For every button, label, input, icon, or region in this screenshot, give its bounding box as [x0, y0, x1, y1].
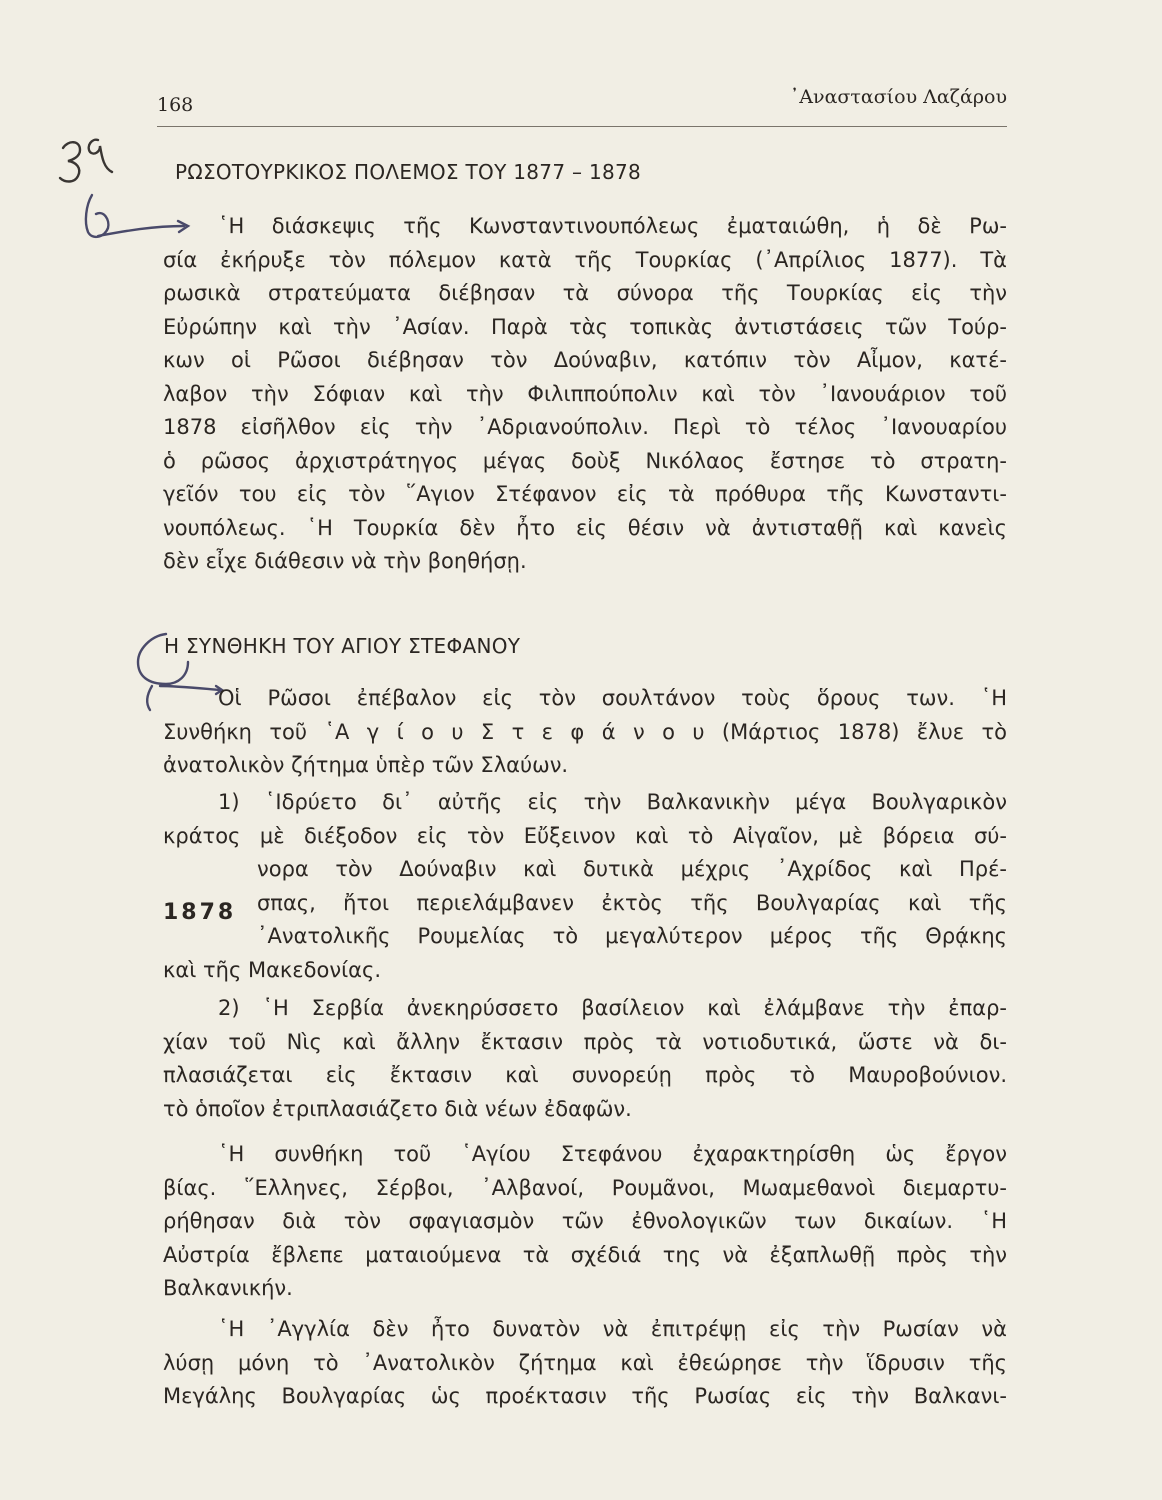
text-line: Μεγάλης Βουλγαρίας ὡς προέκτασιν τῆς Ρωσίας εἰς τὴν Βαλκανι- [163, 1384, 1007, 1408]
paragraph-war-narrative [163, 210, 1007, 579]
text-line: σπας, ἤτοι περιελάμβανεν ἐκτὸς τῆς Βουλγαρίας καὶ τῆς [257, 890, 1007, 915]
section-heading-russo-turkish-war: ΡΩΣΟΤΟΥΡΚΙΚΟΣ ΠΟΛΕΜΟΣ ΤΟΥ 1877 – 1878 [175, 160, 642, 184]
text-line: γεῖόν του εἰς τὸν ῞Αγιον Στέφανον εἰς τὰ πρόθυρα τῆς Κωνσταντι- [163, 482, 1007, 506]
paragraph-england-reaction [163, 1313, 1007, 1414]
text-line: λύσῃ μόνη τὸ ᾿Ανατολικὸν ζήτημα καὶ ἐθεώρησε τὴν ἵδρυσιν τῆς [163, 1350, 1007, 1375]
text-line: ῾Η διάσκεψις τῆς Κωνσταντινουπόλεως ἐματαιώθη, ἡ δὲ Ρω- [218, 214, 1007, 238]
paragraph-treaty-intro [163, 682, 1007, 783]
paragraph-point-1-bulgaria [163, 786, 1007, 987]
text-line: ῾Η ᾿Αγγλία δὲν ἦτο δυνατὸν νὰ ἐπιτρέψῃ εἰς τὴν Ρωσίαν νὰ [218, 1317, 1007, 1341]
text-line: ὁ ρῶσος ἀρχιστράτηγος μέγας δοὺξ Νικόλαος ἔστησε τὸ στρατη- [163, 448, 1007, 473]
text-line: καὶ τῆς Μακεδονίας. [163, 957, 382, 982]
text-line: ᾿Ανατολικῆς Ρουμελίας τὸ μεγαλύτερον μέρος τῆς Θρᾴκης [257, 924, 1007, 948]
paragraph-treaty-reaction [163, 1138, 1007, 1306]
text-line: τὸ ὁποῖον ἐτριπλασιάζετο διὰ νέων ἐδαφῶν. [163, 1096, 632, 1121]
text-line: Βαλκανικήν. [163, 1276, 293, 1300]
text-line: Αὐστρία ἔβλεπε ματαιούμενα τὰ σχέδιά της νὰ ἐξαπλωθῇ πρὸς τὴν [163, 1242, 1007, 1267]
text-line: χίαν τοῦ Νὶς καὶ ἄλλην ἔκτασιν πρὸς τὰ νοτιοδυτικά, ὥστε νὰ δι- [163, 1029, 1007, 1054]
text-line: κων οἱ Ρῶσοι διέβησαν τὸν Δούναβιν, κατόπιν τὸν Αἶμον, κατέ- [163, 348, 1007, 372]
text-line: ἀνατολικὸν ζήτημα ὑπὲρ τῶν Σλαύων. [163, 753, 569, 777]
text-line: ῾Η συνθήκη τοῦ ῾Αγίου Στεφάνου ἐχαρακτηρίσθη ὡς ἔργον [218, 1142, 1007, 1166]
paragraph-point-2-serbia [163, 992, 1007, 1126]
handwritten-39-mark [60, 140, 112, 182]
text-line: δὲν εἶχε διάθεσιν νὰ τὴν βοηθήσῃ. [163, 549, 527, 573]
section-heading-treaty-of-san-stefano: Η ΣΥΝΘΗΚΗ ΤΟΥ ΑΓΙΟΥ ΣΤΕΦΑΝΟΥ [164, 634, 521, 658]
text-line: βίας. ῞Ελληνες, Σέρβοι, ᾿Αλβανοί, Ρουμᾶνοι, Μωαμεθανοὶ διεμαρτυ- [163, 1175, 1007, 1200]
text-line: νορα τὸν Δούναβιν καὶ δυτικὰ μέχρις ᾿Αχρίδος καὶ Πρέ- [257, 857, 1007, 881]
text-line: πλασιάζεται εἰς ἔκτασιν καὶ συνορεύῃ πρὸς τὸ Μαυροβούνιον. [163, 1063, 1007, 1087]
page-number: 168 [157, 94, 194, 116]
text-line: σία ἐκήρυξε τὸν πόλεμον κατὰ τῆς Τουρκίας (᾿Απρίλιος 1877). Τὰ [163, 247, 1007, 272]
text-line: Οἱ Ρῶσοι ἐπέβαλον εἰς τὸν σουλτάνον τοὺς ὅρους των. ῾Η [218, 686, 1007, 710]
page-header [157, 86, 1007, 118]
text-line: Εὐρώπην καὶ τὴν ᾿Ασίαν. Παρὰ τὰς τοπικὰς ἀντιστάσεις τῶν Τούρ- [163, 314, 1007, 339]
text-line: Συνθήκη τοῦ ῾Α γ ί ο υ Σ τ ε φ ά ν ο υ (Μάρτιος 1878) ἔλυε τὸ [163, 719, 1007, 744]
running-head: ᾿Αναστασίου Λαζάρου [789, 86, 1007, 108]
text-line: 1878 εἰσῆλθον εἰς τὴν ᾿Αδριανούπολιν. Περὶ τὸ τέλος ᾿Ιανουαρίου [163, 415, 1007, 439]
text-line: ρωσικὰ στρατεύματα διέβησαν τὰ σύνορα τῆς Τουρκίας εἰς τὴν [163, 281, 1007, 305]
header-rule [157, 126, 1007, 127]
text-line: κράτος μὲ διέξοδον εἰς τὸν Εὔξεινον καὶ τὸ Αἰγαῖον, μὲ βόρεια σύ- [163, 823, 1007, 848]
text-line: νουπόλεως. ῾Η Τουρκία δὲν ἦτο εἰς θέσιν νὰ ἀντισταθῇ καὶ κανεὶς [163, 515, 1007, 540]
text-line: 1) ῾Ιδρύετο δι᾿ αὐτῆς εἰς τὴν Βαλκανικὴν μέγα Βουλγαρικὸν [218, 790, 1007, 814]
text-line: λαβον τὴν Σόφιαν καὶ τὴν Φιλιππούπολιν καὶ τὸν ᾿Ιανουάριον τοῦ [163, 381, 1007, 406]
text-line: 2) ῾Η Σερβία ἀνεκηρύσσετο βασίλειον καὶ ἐλάμβανε τὴν ἐπαρ- [218, 996, 1007, 1020]
text-line: ρήθησαν διὰ τὸν σφαγιασμὸν τῶν ἐθνολογικῶν των δικαίων. ῾Η [163, 1209, 1007, 1233]
margin-year-label: 1878 [163, 900, 237, 925]
